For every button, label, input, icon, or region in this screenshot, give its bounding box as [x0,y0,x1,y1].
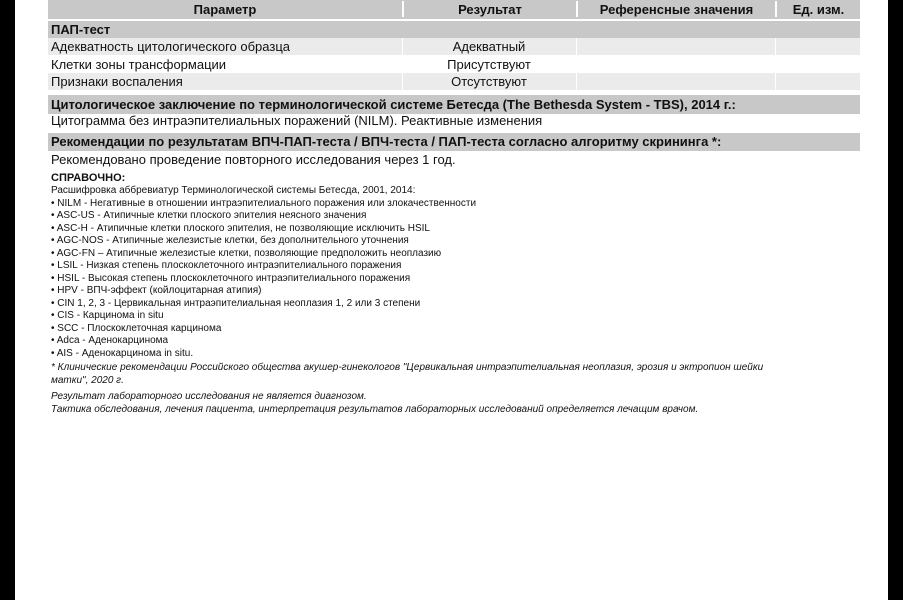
row-param: Клетки зоны трансформации [51,57,227,72]
right-frame-bar [888,0,903,600]
conclusion-title: Цитологическое заключение по терминологической системе Бетесда (The Bethesda System - TBS), 2014 г.: [48,95,860,114]
table-row [48,56,860,73]
abbreviation-item: • LSIL - Низкая степень плоскоклеточного интраэпителиального поражения [51,260,402,271]
disclaimer-line: Результат лабораторного исследования не является диагнозом. [51,391,367,402]
abbreviation-item: • AIS - Аденокарцинома in situ. [51,347,194,359]
recommendations-title: Рекомендации по результатам ВПЧ-ПАП-теста / ВПЧ-теста / ПАП-теста согласно алгоритму скрининга *: [48,133,860,151]
abbreviation-item: • SCC - Плоскоклеточная карцинома [51,322,222,334]
row-param: Признаки воспаления [51,74,183,89]
disclaimer-line: Тактика обследования, лечения пациента, интерпретация результатов лабораторных исследований определяется лечащим врачом. [51,403,699,415]
table-header [48,0,860,19]
footnote-line: матки", 2020 г. [51,374,124,386]
abbreviation-item: • Adca - Аденокарцинома [51,335,169,346]
recommendations-text: Рекомендовано проведение повторного исследования через 1 год. [51,152,456,167]
reference-intro: Расшифровка аббревиатур Терминологической системы Бетесда, 2001, 2014: [51,185,416,196]
abbreviation-item: • NILM - Негативные в отношении интраэпителиального поражения или злокачественности [51,197,477,209]
header-param: Параметр [193,2,257,17]
row-result: Адекватный [452,39,526,54]
abbreviation-item: • AGC-NOS - Атипичные железистые клетки, без дополнительного уточнения [51,235,409,246]
header-reference: Референсные значения [599,2,754,17]
row-result: Присутствуют [447,57,531,72]
abbreviation-item: • HPV - ВПЧ-эффект (койлоцитарная атипия) [51,285,262,296]
header-result: Результат [458,2,522,17]
pap-section-title: ПАП-тест [48,21,860,38]
abbreviation-item: • AGC-FN – Атипичные железистые клетки, позволяющие предположить неоплазию [51,247,442,259]
abbreviation-item: • ASC-H - Атипичные клетки плоского эпителия, не позволяющие исключить HSIL [51,222,430,234]
abbreviation-item: • HSIL - Высокая степень плоскоклеточного интраэпителиального поражения [51,272,411,284]
abbreviation-item: • ASC-US - Атипичные клетки плоского эпителия неясного значения [51,210,367,221]
header-unit: Ед. изм. [792,2,845,17]
abbreviation-item: • CIS - Карцинома in situ [51,310,164,321]
row-result: Отсутствуют [451,74,527,89]
abbreviation-item: • CIN 1, 2, 3 - Цервикальная интраэпителиальная неоплазия 1, 2 или 3 степени [51,297,421,309]
left-frame-bar [0,0,15,600]
table-row [48,38,860,55]
conclusion-text: Цитограмма без интраэпителиальных поражений (NILM). Реактивные изменения [51,113,543,128]
reference-block [51,185,851,416]
row-param: Адекватность цитологического образца [51,39,290,54]
footnote-line: * Клинические рекомендации Российского общества акушер-гинекологов "Цервикальная интраэпителиальная неоплазия, эрозия и эктропион шейки [51,362,764,373]
reference-title: СПРАВОЧНО: [51,172,126,184]
table-row [48,73,860,90]
